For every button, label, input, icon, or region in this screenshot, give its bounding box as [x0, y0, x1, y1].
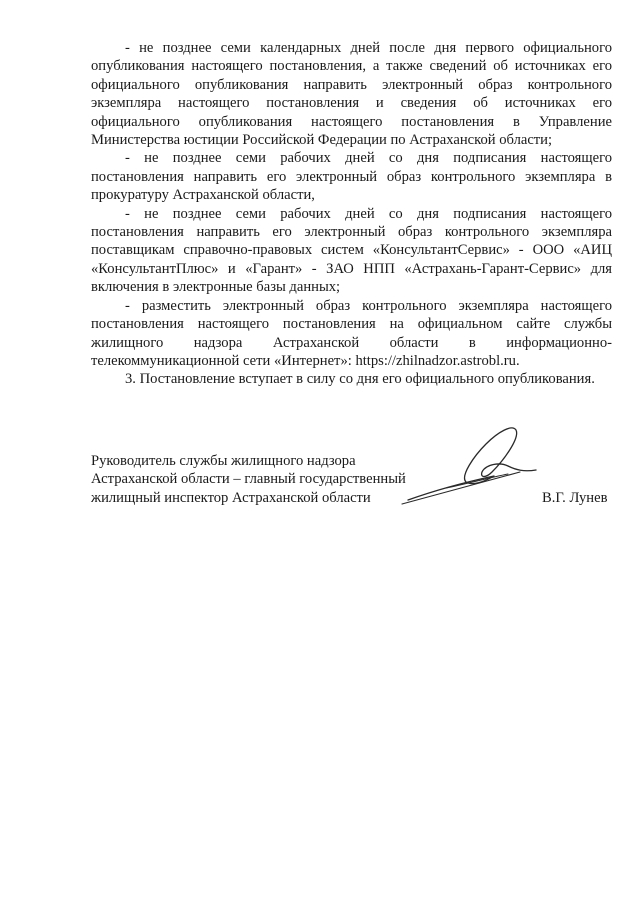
signatory-name: В.Г. Лунев — [542, 490, 608, 506]
paragraph-website: - разместить электронный образ контрольного экземпляра настоящего постановления настоящего постановления на официальном сайте службы жилищного надзора Астраханской области в информационно-телекоммуникационной сети «Интернет»: https://zhilnadzor.astrobl.ru. — [91, 297, 612, 369]
paragraph-effective-date: 3. Постановление вступает в силу со дня его официального опубликования. — [125, 371, 595, 388]
position-line-3: жилищный инспектор Астраханской области — [91, 489, 371, 506]
position-line-2: Астраханской области – главный государственный — [91, 471, 406, 488]
paragraph-prosecutor: - не позднее семи рабочих дней со дня подписания настоящего постановления направить его электронный образ контрольного экземпляра в прокуратуру Астраханской области, — [91, 150, 612, 204]
handwritten-signature — [396, 416, 546, 516]
paragraph-legal-systems: - не позднее семи рабочих дней со дня подписания настоящего постановления направить его электронный образ контрольного экземпляра поставщикам справочно-правовых систем «КонсультантСервис» - ООО «АИЦ «КонсультантПлюс» и «Гарант» - ЗАО НПП «Астрахань-Гарант-Сервис» для включения в электронные базы данных; — [91, 205, 612, 296]
document-body — [91, 39, 612, 389]
position-line-1: Руководитель службы жилищного надзора — [91, 453, 356, 469]
paragraph-publication-justice: - не позднее семи календарных дней после дня первого официального опубликования настоящего постановления, а также сведений об источниках его официального опубликования направить электронный образ контрольного экземпляра настоящего постановления и сведения об источниках его официального опубликования настоящего постановления в Управление Министерства юстиции Российской Федерации по Астраханской области; — [91, 40, 612, 149]
